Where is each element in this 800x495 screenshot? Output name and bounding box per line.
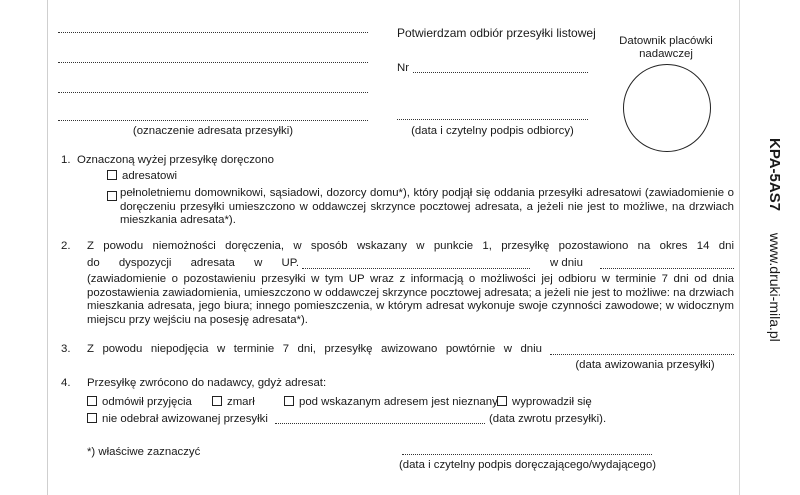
stamp-label-line1: Datownik placówki	[619, 35, 713, 47]
section3-caption: (data awizowania przesyłki)	[575, 359, 715, 371]
right-border	[739, 0, 740, 495]
nr-field[interactable]	[413, 72, 588, 73]
section3-number: 3.	[61, 343, 71, 355]
section2-date-field[interactable]	[600, 268, 734, 269]
section4-title: Przesyłkę zwrócono do nadawcy, gdyż adresat:	[87, 377, 327, 389]
section2-number: 2.	[61, 240, 71, 252]
section2-line1: Z powodu niemożności doręczenia, w sposób wskazany w punkcie 1, przesyłkę pozostawiono na okres 14 dni	[87, 240, 734, 252]
checkbox-odmowil[interactable]	[87, 396, 97, 406]
left-border	[47, 0, 48, 495]
courier-signature-line[interactable]	[402, 454, 652, 455]
section3-date-field[interactable]	[550, 354, 734, 355]
section1-number: 1.	[61, 154, 71, 166]
courier-signature-caption: (data i czytelny podpis doręczającego/wydającego)	[398, 459, 657, 471]
option-domownik-label: pełnoletniemu domownikowi, sąsiadowi, dozorcy domu*), który podjął się oddania przesyłki adresatowi (zawiadomienie o doręczeniu przesyłki umieszczono w oddawczej skrzynce pocztowej adresata, a jeżeli nie jest to możliwe, na drzwiach mieszkania adresata*).	[120, 187, 734, 227]
option-zmarl	[212, 396, 255, 410]
checkbox-nieznany[interactable]	[284, 396, 294, 406]
option-adresatowi-label: adresatowi	[122, 170, 178, 182]
option-nieznany-label: pod wskazanym adresem jest nieznany	[299, 396, 498, 408]
option-nie-odebral	[87, 413, 268, 427]
option-odmowil-label: odmówił przyjęcia	[102, 396, 192, 408]
option-odmowil	[87, 396, 192, 410]
checkbox-zmarl[interactable]	[212, 396, 222, 406]
stamp-label-line2: nadawczej	[639, 48, 693, 61]
addressee-caption: (oznaczenie adresata przesyłki)	[132, 125, 294, 137]
option-wyprowadzil	[497, 396, 592, 410]
form-code: KPA-5AS7	[766, 138, 783, 212]
checkbox-wyprowadzil[interactable]	[497, 396, 507, 406]
confirm-text: Potwierdzam odbiór przesyłki listowej	[397, 26, 596, 40]
recipient-signature-line[interactable]	[397, 119, 588, 120]
section1-title: Oznaczoną wyżej przesyłkę doręczono	[77, 154, 274, 166]
return-date-field[interactable]	[275, 423, 485, 424]
option-nie-odebral-label: nie odebrał awizowanej przesyłki	[102, 413, 268, 425]
checkbox-domownik[interactable]	[107, 191, 117, 201]
checkbox-adresatowi[interactable]	[107, 170, 117, 180]
section4-number: 4.	[61, 377, 71, 389]
stamp-circle	[623, 64, 711, 152]
section2-post-office-field[interactable]	[302, 268, 530, 269]
addressee-line-2[interactable]	[58, 62, 368, 63]
addressee-line-1[interactable]	[58, 32, 368, 33]
return-caption: (data zwrotu przesyłki).	[489, 413, 607, 425]
addressee-line-4[interactable]	[58, 120, 368, 121]
section3-text: Z powodu niepodjęcia w terminie 7 dni, przesyłkę awizowano powtórnie w dniu	[87, 343, 542, 355]
checkbox-nie-odebral[interactable]	[87, 413, 97, 423]
section2-line2b: w dniu	[550, 257, 583, 269]
section2-body: (zawiadomienie o pozostawieniu przesyłki w tym UP wraz z informacją o możliwości jej odbioru w terminie 7 dni od dnia pozostawienia zawiadomienia, umieszczono w oddawczej skrzynce pocztowej adresata; a jeżeli nie jest to możliwe: na drzwiach mieszkania adresata, jego biura; innego pomieszczenia, w którym adresat wykonuje swoje czynności zawodowe; w widocznym miejscu przy wejściu na posesję adresata*).	[87, 273, 734, 327]
section2-line2a: do dyspozycji adresata w UP.	[87, 257, 299, 269]
recipient-caption: (data i czytelny podpis odbiorcy)	[411, 125, 574, 137]
site-url: www.druki-mila.pl	[767, 232, 783, 342]
option-nieznany	[284, 396, 498, 410]
side-label	[765, 138, 783, 342]
footnote: *) właściwe zaznaczyć	[87, 446, 201, 458]
option-zmarl-label: zmarł	[227, 396, 255, 408]
addressee-line-3[interactable]	[58, 92, 368, 93]
option-wyprowadzil-label: wyprowadził się	[512, 396, 592, 408]
option-adresatowi	[107, 170, 177, 184]
stamp-label	[606, 35, 726, 61]
nr-label: Nr	[397, 62, 410, 74]
